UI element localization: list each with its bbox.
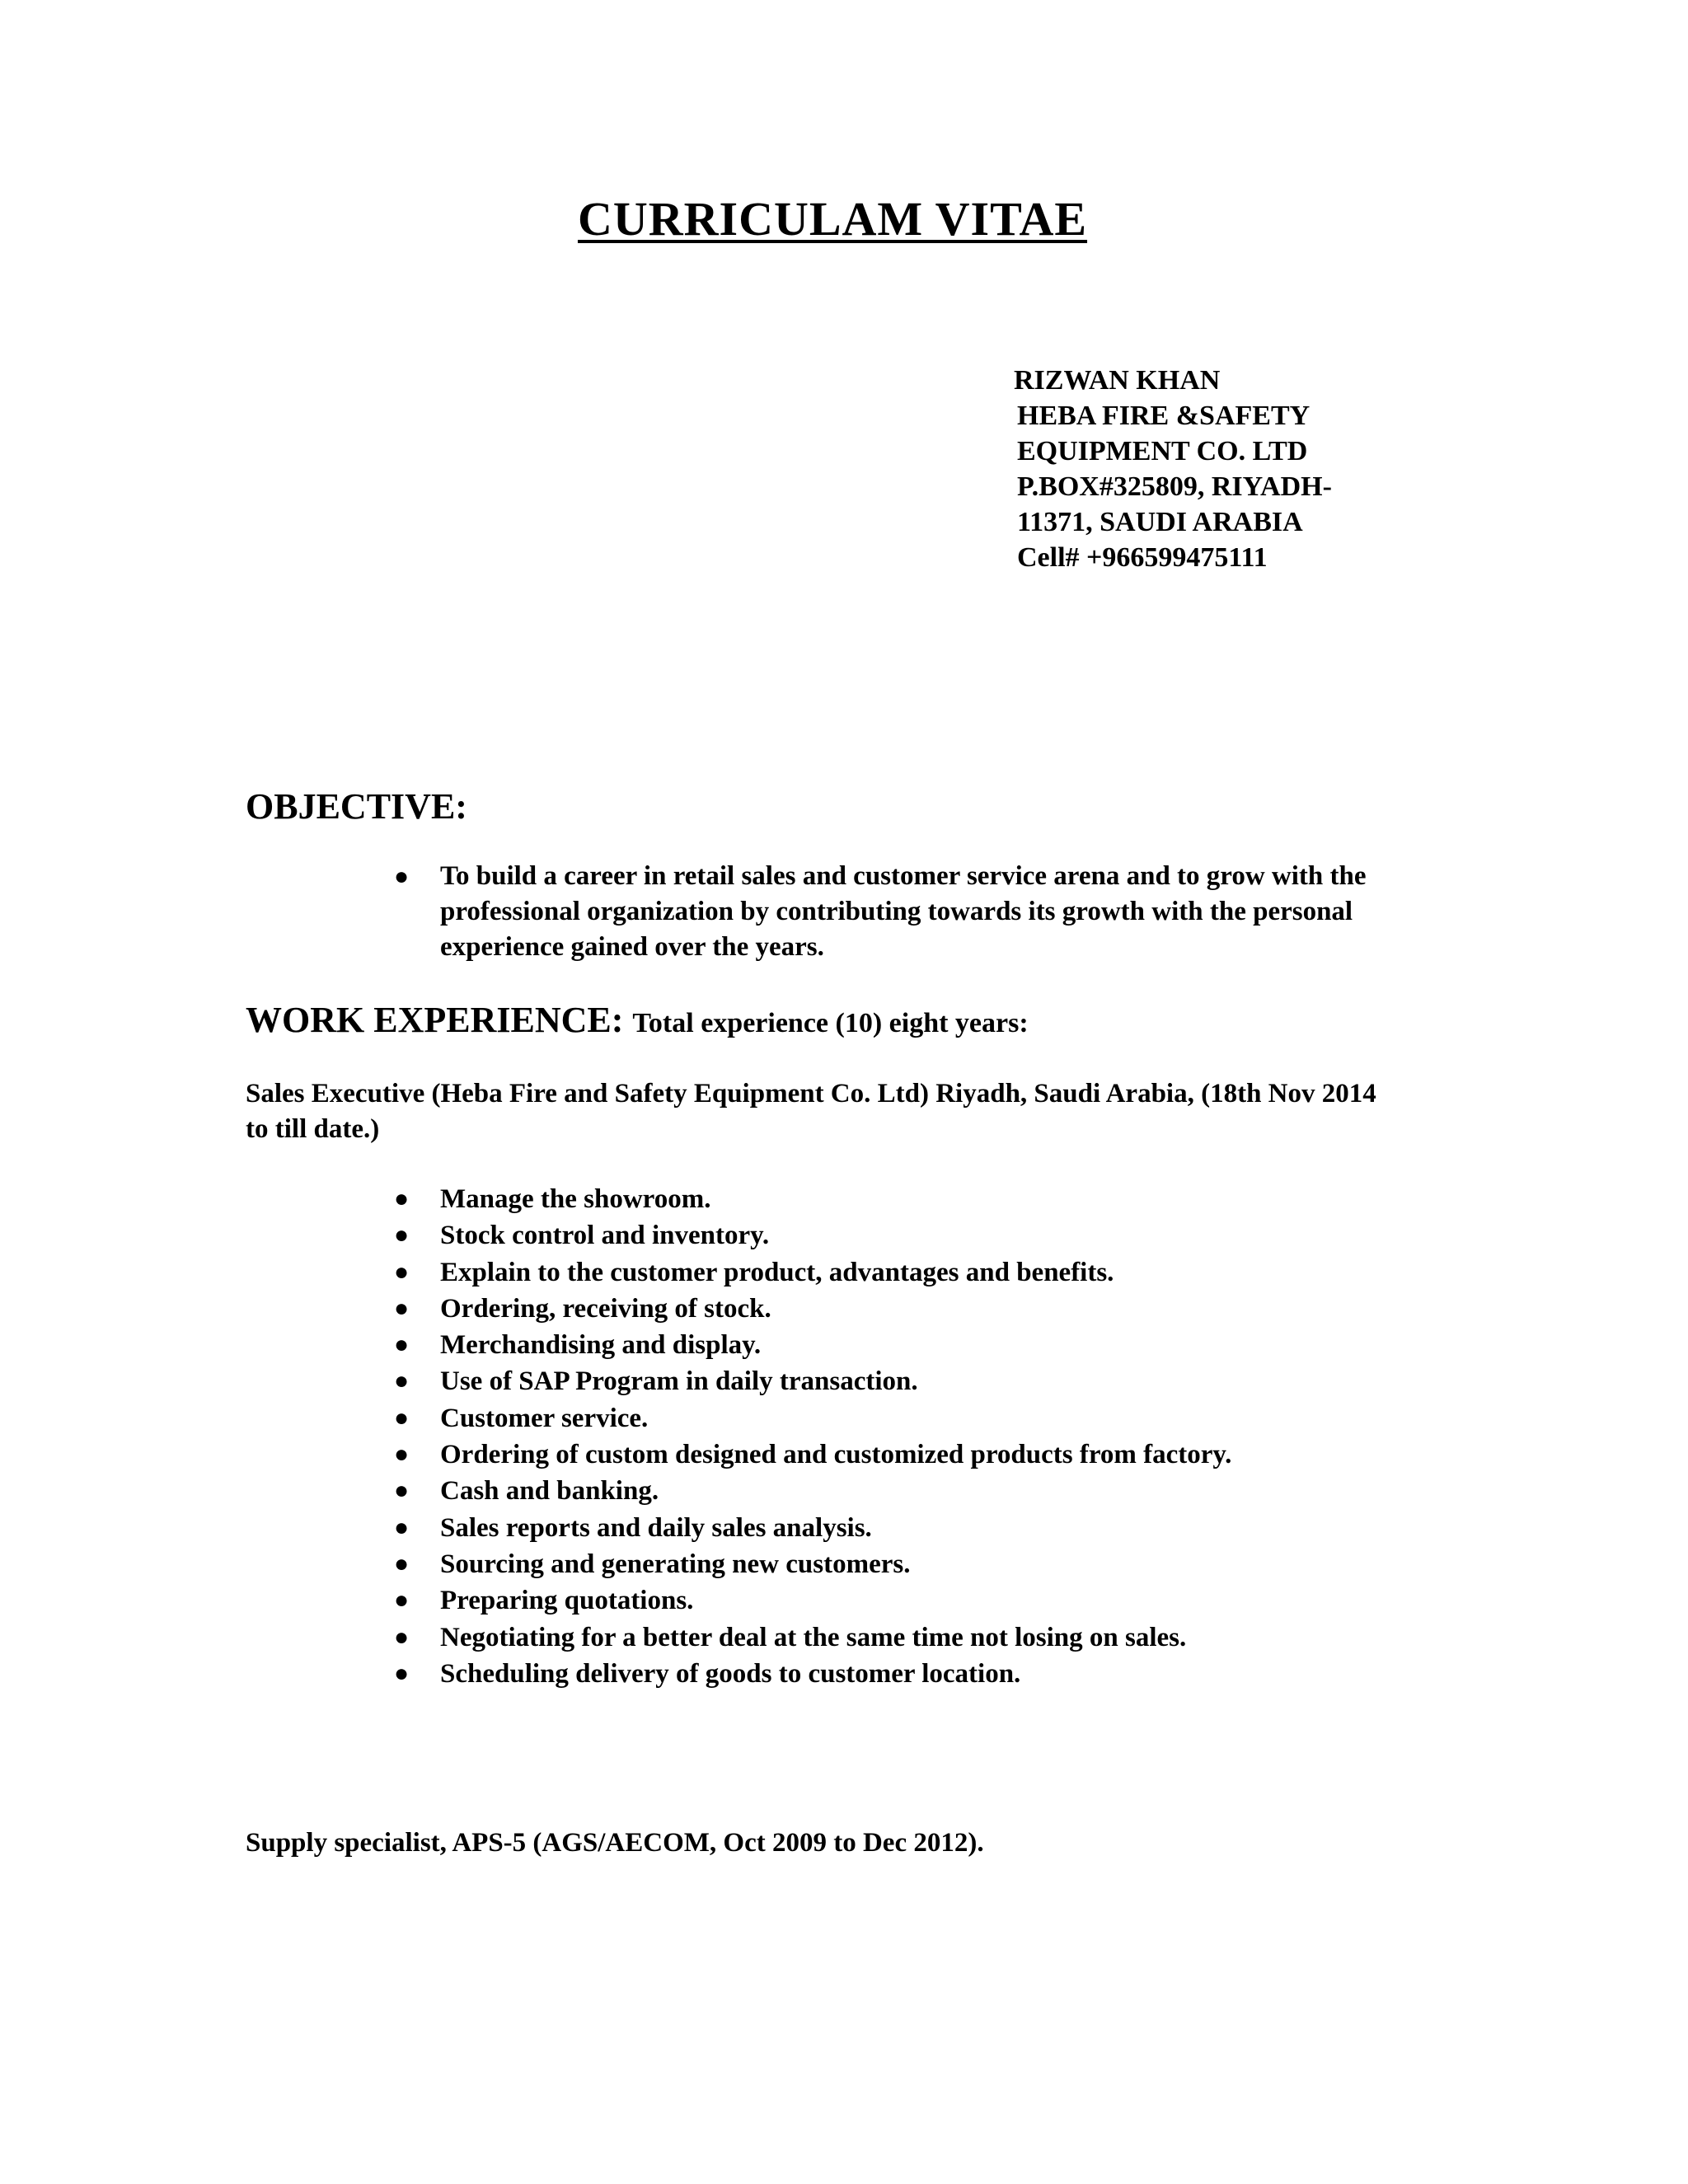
duty-text: Ordering of custom designed and customized products from factory. [440,1440,1232,1470]
list-item [386,1363,1457,1399]
bullet-icon: ● [394,863,410,890]
list-item [386,859,1441,965]
duty-text: Sales reports and daily sales analysis. [440,1512,872,1543]
duty-text: Ordering, receiving of stock. [440,1293,771,1324]
list-item [386,1473,1457,1509]
duties-list [386,1181,1457,1692]
bullet-icon: ● [394,1477,410,1505]
duty-text: Preparing quotations. [440,1586,694,1616]
list-item [386,1327,1457,1363]
contact-line: HEBA FIRE &SAFETY [1017,401,1311,431]
duty-text: Negotiating for a better deal at the same time not losing on sales. [440,1622,1187,1652]
contact-line: P.BOX#325809, RIYADH- [1017,471,1332,502]
contact-line: 11371, SAUDI ARABIA [1017,507,1303,537]
duty-text: Stock control and inventory. [440,1221,770,1251]
work-experience-title: WORK EXPERIENCE: [246,1000,624,1040]
duty-text: Customer service. [440,1403,649,1433]
job-title: Sales Executive (Heba Fire and Safety Equipment Co. Ltd) Riyadh, Saudi Arabia, (18th Nov 2014 to till date.) [246,1079,1376,1144]
objective-heading: OBJECTIVE: [246,786,467,827]
bullet-icon: ● [394,1513,410,1541]
contact-name: RIZWAN KHAN [1014,365,1221,396]
bullet-icon: ● [394,1586,410,1615]
list-item [386,1546,1457,1582]
objective-list [386,859,1441,965]
list-item [386,1181,1457,1217]
contact-block [1014,363,1475,575]
objective-text: To build a career in retail sales and customer service arena and to grow with the professional organization by contributing towards its growth with the personal experience gained over the years. [440,861,1367,962]
bullet-icon: ● [394,1185,410,1212]
duty-text: Merchandising and display. [440,1330,762,1361]
bullet-icon: ● [394,1404,410,1432]
list-item [386,1400,1457,1436]
bullet-icon: ● [394,1258,410,1286]
bullet-icon: ● [394,1659,410,1687]
list-item [386,1254,1457,1291]
list-item [386,1510,1457,1546]
list-item [386,1291,1457,1327]
duty-text: Manage the showroom. [440,1184,711,1214]
contact-phone: Cell# +966599475111 [1017,542,1268,573]
bullet-icon: ● [394,1623,410,1651]
bullet-icon: ● [394,1331,410,1359]
duty-text: Explain to the customer product, advantages and benefits. [440,1257,1114,1287]
contact-line: EQUIPMENT CO. LTD [1017,436,1308,466]
job-title: Supply specialist, APS-5 (AGS/AECOM, Oct 2009 to Dec 2012). [246,1828,984,1858]
bullet-icon: ● [394,1294,410,1322]
total-experience-text: Total experience (10) eight years: [632,1008,1029,1038]
duty-text: Scheduling delivery of goods to customer location. [440,1658,1021,1689]
list-item [386,1656,1457,1692]
bullet-icon: ● [394,1221,410,1249]
list-item [386,1582,1457,1619]
work-experience-heading [246,999,1029,1041]
duty-text: Cash and banking. [440,1476,659,1507]
bullet-icon: ● [394,1441,410,1469]
list-item [386,1436,1457,1473]
bullet-icon: ● [394,1367,410,1395]
list-item [386,1217,1457,1254]
duty-text: Sourcing and generating new customers. [440,1549,911,1579]
duty-text: Use of SAP Program in daily transaction. [440,1366,918,1397]
list-item [386,1619,1457,1656]
bullet-icon: ● [394,1549,410,1577]
document-title: CURRICULAM VITAE [577,192,1088,246]
